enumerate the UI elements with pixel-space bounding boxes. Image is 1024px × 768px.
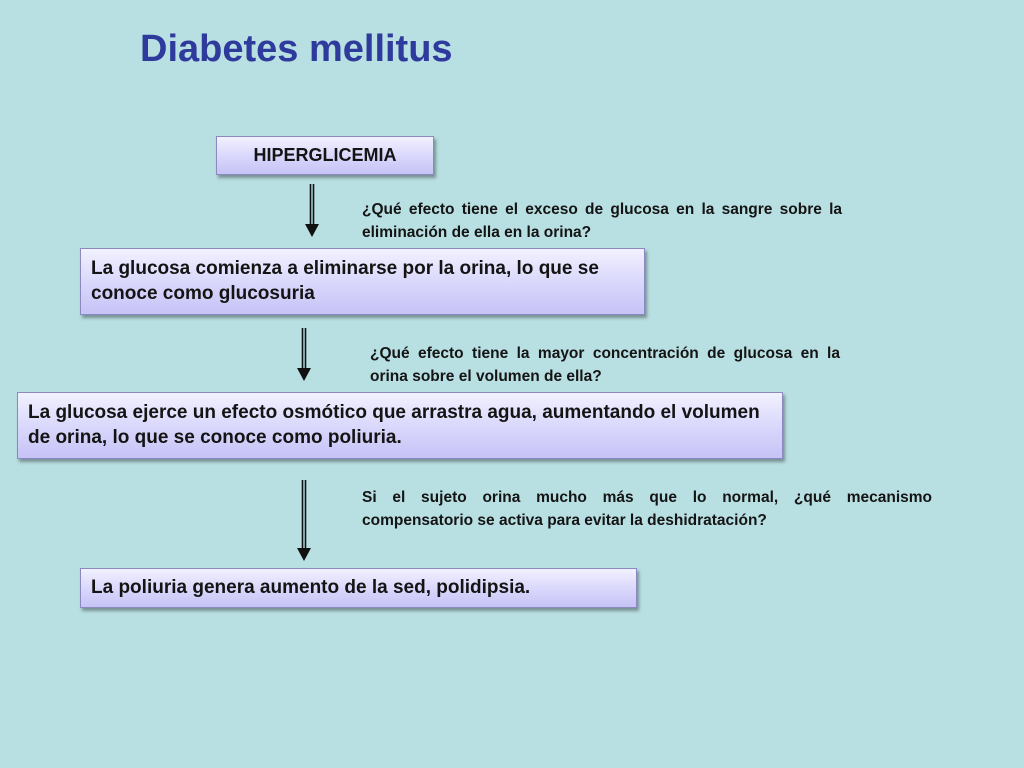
question-glucosa-orina: ¿Qué efecto tiene el exceso de glucosa en la sangre sobre la eliminación de ella en la orina?	[362, 201, 842, 242]
question-volumen-orina: ¿Qué efecto tiene la mayor concentración de glucosa en la orina sobre el volumen de ella?	[370, 345, 840, 386]
arrow-down-icon	[304, 184, 320, 238]
step-hiperglicemia: HIPERGLICEMIA	[216, 136, 434, 175]
step-polidipsia: La poliuria genera aumento de la sed, polidipsia.	[80, 568, 637, 608]
question-mecanismo-compensatorio: Si el sujeto orina mucho más que lo normal, ¿qué mecanismo compensatorio se activa para evitar la deshidratación?	[362, 489, 932, 530]
arrow-down-icon	[296, 480, 312, 562]
arrow-down-icon	[296, 328, 312, 382]
step-poliuria: La glucosa ejerce un efecto osmótico que arrastra agua, aumentando el volumen de orina, lo que se conoce como poliuria.	[17, 392, 783, 459]
step-glucosuria: La glucosa comienza a eliminarse por la orina, lo que se conoce como glucosuria	[80, 248, 645, 315]
slide-title: Diabetes mellitus	[140, 28, 453, 70]
